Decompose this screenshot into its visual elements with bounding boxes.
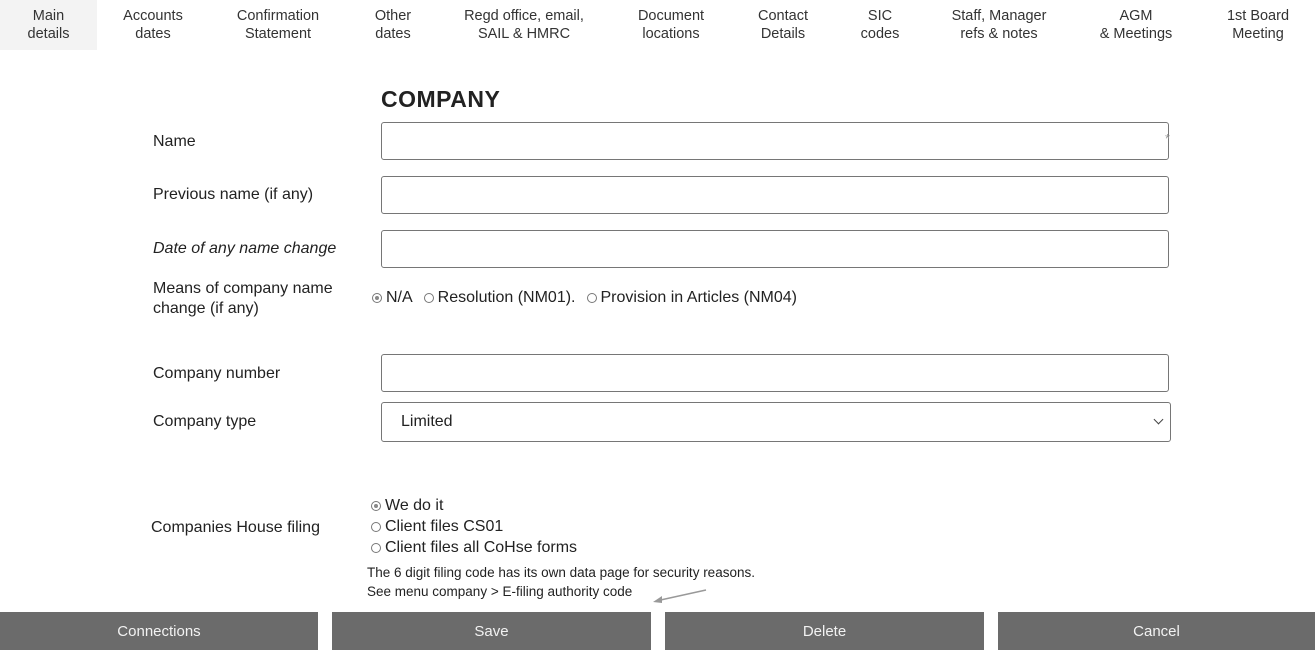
tab-label: SIC (867, 8, 893, 24)
connections-button[interactable]: Connections (0, 612, 318, 650)
tab-document-locations[interactable] (625, 0, 717, 50)
tab-first-board-meeting[interactable] (1215, 0, 1301, 50)
tab-label: refs & notes (960, 26, 1038, 42)
previous-name-label: Previous name (if any) (153, 186, 314, 203)
tab-label: AGM (1119, 8, 1153, 24)
tab-agm-meetings[interactable] (1090, 0, 1182, 50)
tab-label: Regd office, email, (464, 8, 584, 24)
tab-label: Contact (758, 8, 808, 24)
tab-label: Meeting (1232, 26, 1284, 42)
radio-button-icon[interactable] (371, 543, 381, 553)
radio-label: N/A (386, 289, 413, 306)
date-name-change-input[interactable] (381, 230, 1169, 268)
radio-button-icon[interactable] (424, 293, 434, 303)
radio-label: Client files CS01 (385, 518, 504, 535)
save-button[interactable]: Save (332, 612, 651, 650)
tab-bar (0, 0, 1315, 50)
tab-label: SAIL & HMRC (477, 26, 571, 42)
tab-staff-manager[interactable] (940, 0, 1058, 50)
tab-confirmation-statement[interactable] (222, 0, 334, 50)
tab-label: codes (860, 26, 900, 42)
tab-label: dates (375, 26, 411, 42)
delete-button[interactable]: Delete (665, 612, 984, 650)
tab-contact-details[interactable] (743, 0, 823, 50)
radio-button-icon[interactable] (372, 293, 382, 303)
radio-label: We do it (385, 497, 444, 514)
tab-label: Details (760, 26, 806, 42)
name-label: Name (153, 133, 196, 150)
tab-label: Main (32, 8, 65, 24)
radio-button-icon[interactable] (371, 522, 381, 532)
cancel-button[interactable]: Cancel (998, 612, 1315, 650)
section-heading: COMPANY (381, 86, 501, 112)
tab-sic-codes[interactable] (848, 0, 912, 50)
tab-label: details (27, 26, 70, 42)
radio-button-icon[interactable] (587, 293, 597, 303)
company-number-input[interactable] (381, 354, 1169, 392)
tab-label: locations (642, 26, 700, 42)
chevron-down-icon (1154, 415, 1164, 425)
previous-name-input[interactable] (381, 176, 1169, 214)
means-label-line2: change (if any) (153, 300, 259, 317)
tab-label: & Meetings (1099, 26, 1173, 42)
radio-we-do-it[interactable] (371, 497, 443, 515)
tab-label: Document (637, 8, 705, 24)
radio-button-icon[interactable] (371, 501, 381, 511)
tab-other-dates[interactable] (362, 0, 424, 50)
radio-provision-articles[interactable] (587, 289, 798, 307)
means-label-line1: Means of company name (153, 280, 333, 297)
filing-code-note: The 6 digit filing code has its own data page for security reasons. (367, 565, 755, 580)
company-type-value: Limited (401, 413, 453, 430)
radio-na[interactable] (372, 289, 413, 307)
company-number-label: Company number (153, 365, 281, 382)
tab-main-details[interactable] (0, 0, 97, 50)
company-type-select[interactable] (381, 402, 1171, 442)
companies-house-filing-label: Companies House filing (151, 519, 320, 536)
tab-regd-office[interactable] (454, 0, 594, 50)
tab-label: Other (374, 8, 412, 24)
arrow-pointer-icon (650, 588, 710, 604)
tab-label: Staff, Manager (951, 8, 1047, 24)
means-name-change-label (153, 279, 333, 319)
radio-client-files-cs01[interactable] (371, 518, 503, 536)
required-marker: * (1165, 131, 1171, 146)
tab-label: dates (135, 26, 171, 42)
tab-label: Confirmation (236, 8, 320, 24)
tab-label: Accounts (123, 8, 183, 24)
tab-label: Statement (244, 26, 312, 42)
filing-code-menu-hint: See menu company > E-filing authority code (367, 584, 633, 599)
radio-client-files-all[interactable] (371, 539, 577, 557)
company-type-label: Company type (153, 413, 257, 430)
radio-label: Provision in Articles (NM04) (600, 289, 797, 306)
radio-resolution[interactable] (424, 289, 576, 307)
tab-accounts-dates[interactable] (110, 0, 196, 50)
radio-label: Resolution (NM01). (437, 289, 576, 306)
date-name-change-label: Date of any name change (153, 240, 337, 257)
tab-label: 1st Board (1226, 8, 1290, 24)
name-input[interactable] (381, 122, 1169, 160)
means-name-change-radio-group (372, 289, 797, 307)
radio-label: Client files all CoHse forms (385, 539, 578, 556)
